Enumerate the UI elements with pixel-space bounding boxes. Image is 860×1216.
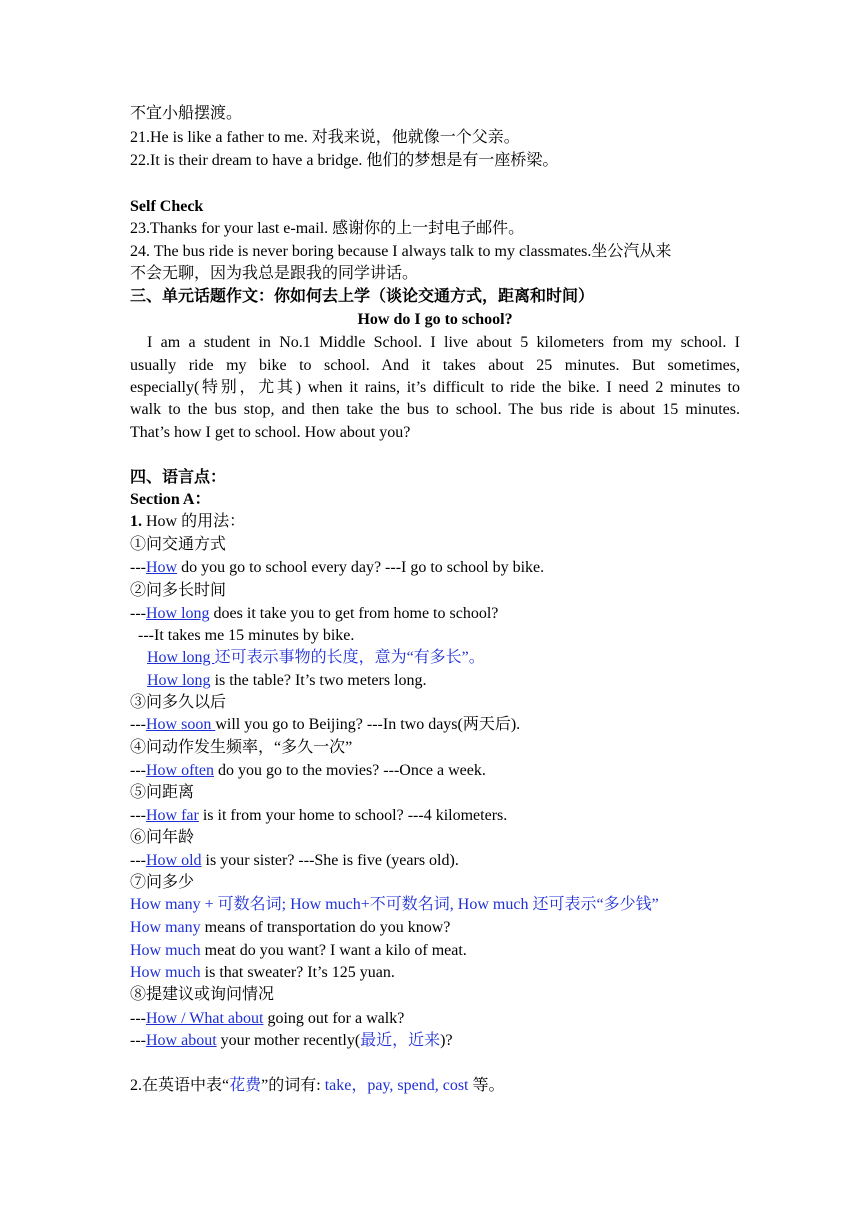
section-a-heading: Section A： bbox=[130, 491, 211, 508]
gloss: 最近，近来 bbox=[360, 1032, 441, 1049]
keyword-list: take，pay, spend, cost bbox=[324, 1077, 469, 1094]
keyword: How much bbox=[130, 964, 201, 981]
point-text: ”的词有: bbox=[261, 1077, 325, 1094]
essay-title: How do I go to school? bbox=[357, 311, 513, 328]
example-text: will you go to Beijing? ---In two days(两天后). bbox=[215, 716, 521, 733]
usage-heading: ⑦问多少 bbox=[130, 874, 195, 891]
point-text: 2.在英语中表“ bbox=[130, 1077, 230, 1094]
keyword: How much bbox=[130, 942, 201, 959]
example-answer: ---It takes me 15 minutes by bike. bbox=[138, 627, 355, 644]
essay-line: especially(特别，尤其) when it rains, it’s difficult to ride the bike. I need 2 minutes to bbox=[130, 379, 740, 396]
sentence-23: 23.Thanks for your last e-mail. 感谢你的上一封电子邮件。 bbox=[130, 220, 525, 237]
dash: --- bbox=[130, 1010, 146, 1027]
example-text: meat do you want? I want a kilo of meat. bbox=[200, 942, 467, 959]
dash: --- bbox=[130, 605, 146, 622]
keyword: 花费 bbox=[229, 1077, 262, 1094]
keyword: How / What about bbox=[145, 1010, 264, 1027]
example-text: is it from your home to school? ---4 kilometers. bbox=[198, 807, 508, 824]
example-line bbox=[130, 1008, 740, 1030]
example-line bbox=[130, 917, 740, 939]
example-text: is that sweater? It’s 125 yuan. bbox=[200, 964, 395, 981]
dash: --- bbox=[130, 762, 146, 779]
usage-heading: ⑧提建议或询问情况 bbox=[130, 986, 275, 1003]
essay-line: walk to the bus stop, and then take the bus to school. The bus ride is about 15 minutes. bbox=[130, 401, 740, 418]
usage-heading: ④问动作发生频率，“多久一次” bbox=[130, 739, 353, 756]
usage-heading: ①问交通方式 bbox=[130, 536, 227, 553]
example-line bbox=[147, 670, 740, 692]
example-text: going out for a walk? bbox=[263, 1010, 405, 1027]
example-text: do you go to school every day? ---I go to school by bike. bbox=[177, 559, 545, 576]
dash: --- bbox=[130, 716, 146, 733]
keyword: How far bbox=[145, 807, 199, 824]
point-title: How 的用法： bbox=[142, 513, 246, 530]
example-text: is your sister? ---She is five (years old). bbox=[201, 852, 459, 869]
usage-heading: ⑥问年龄 bbox=[130, 829, 195, 846]
example-line bbox=[130, 603, 740, 625]
section-heading-self-check: Self Check bbox=[130, 198, 204, 215]
example-text: do you go to the movies? ---Once a week. bbox=[213, 762, 486, 779]
example-line bbox=[130, 850, 740, 872]
dash: --- bbox=[130, 807, 146, 824]
example-text: your mother recently( bbox=[216, 1032, 361, 1049]
example-line bbox=[130, 940, 740, 962]
essay-line: usually ride my bike to school. And it takes about 25 minutes. But sometimes, bbox=[130, 357, 740, 374]
keyword: How bbox=[145, 559, 178, 576]
example-line bbox=[130, 962, 740, 984]
sentence-24: 24. The bus ride is never boring because I always talk to my classmates.坐公汽从来 bbox=[130, 243, 672, 260]
point-1-heading bbox=[130, 511, 740, 533]
essay-line: I am a student in No.1 Middle School. I live about 5 kilometers from my school. I bbox=[147, 334, 740, 351]
usage-heading: ③问多久以后 bbox=[130, 694, 227, 711]
rule-line: How many + 可数名词; How much+不可数名词, How much 还可表示“多少钱” bbox=[130, 896, 659, 913]
note-line bbox=[147, 647, 740, 669]
example-text: )? bbox=[440, 1032, 453, 1049]
keyword: How long bbox=[145, 605, 210, 622]
keyword: How long bbox=[147, 649, 215, 666]
keyword: How soon bbox=[145, 716, 216, 733]
text-line: 不会无聊，因为我总是跟我的同学讲话。 bbox=[130, 265, 419, 282]
example-line bbox=[130, 1030, 740, 1052]
dash: --- bbox=[130, 852, 146, 869]
example-line bbox=[130, 805, 740, 827]
text-line: 不宜小船摆渡。 bbox=[130, 105, 243, 122]
keyword: How many bbox=[130, 919, 201, 936]
keyword: How often bbox=[145, 762, 214, 779]
keyword: How old bbox=[145, 852, 202, 869]
example-line bbox=[130, 760, 740, 782]
example-text: means of transportation do you know? bbox=[200, 919, 451, 936]
usage-heading: ②问多长时间 bbox=[130, 582, 227, 599]
keyword: How about bbox=[145, 1032, 217, 1049]
keyword: How long bbox=[147, 672, 211, 689]
point-text: 等。 bbox=[468, 1077, 505, 1094]
essay-line: That’s how I get to school. How about you? bbox=[130, 424, 411, 441]
point-2-line bbox=[130, 1075, 740, 1097]
section-heading-composition: 三、单元话题作文：你如何去上学（谈论交通方式，距离和时间） bbox=[130, 288, 595, 305]
sentence-21: 21.He is like a father to me. 对我来说，他就像一个父亲。 bbox=[130, 129, 520, 146]
dash: --- bbox=[130, 559, 146, 576]
example-line bbox=[130, 714, 740, 736]
note-text: 还可表示事物的长度，意为“有多长”。 bbox=[214, 649, 485, 666]
example-line bbox=[130, 557, 740, 579]
point-number: 1. bbox=[130, 513, 142, 530]
section-heading-language-points: 四、语言点： bbox=[130, 469, 227, 486]
example-text: does it take you to get from home to school? bbox=[209, 605, 499, 622]
dash: --- bbox=[130, 1032, 146, 1049]
sentence-22: 22.It is their dream to have a bridge. 他们的梦想是有一座桥梁。 bbox=[130, 152, 559, 169]
example-text: is the table? It’s two meters long. bbox=[210, 672, 427, 689]
usage-heading: ⑤问距离 bbox=[130, 784, 195, 801]
